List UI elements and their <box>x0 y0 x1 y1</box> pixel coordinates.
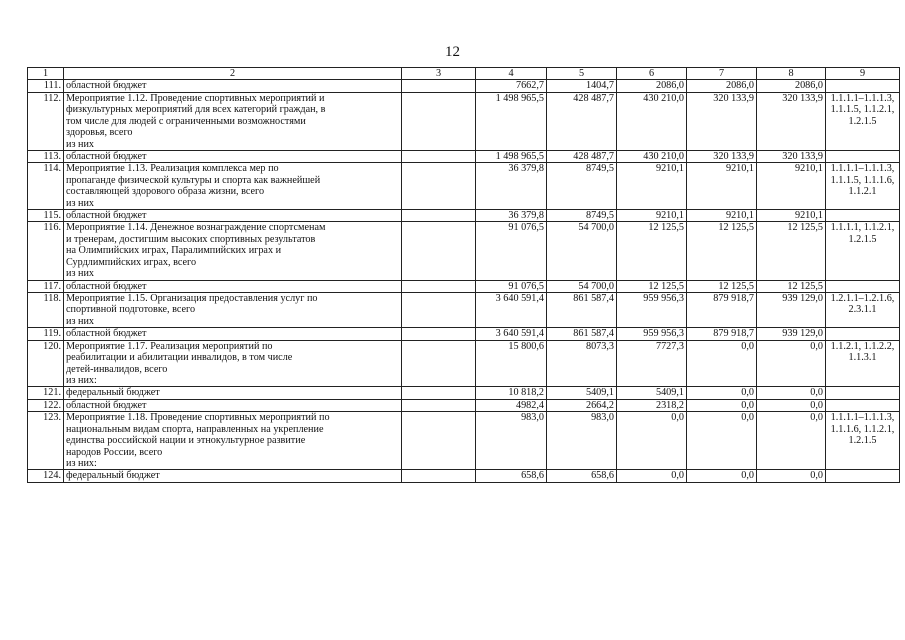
table-row <box>28 399 900 411</box>
amount-cell: 8749,5 <box>547 163 617 210</box>
amount-cell: 0,0 <box>687 470 757 482</box>
amount-cell: 54 700,0 <box>547 280 617 292</box>
description-line: областной бюджет <box>66 80 147 92</box>
row-number: 123. <box>28 412 64 470</box>
reference-line: 1.1.1.5, 1.1.1.6, <box>830 174 895 186</box>
amount-cell: 9210,1 <box>757 163 826 210</box>
table-row <box>28 293 900 328</box>
amount-cell: 0,0 <box>757 340 826 387</box>
amount-cell: 0,0 <box>757 387 826 399</box>
amount-cell: 320 133,9 <box>757 150 826 162</box>
amount-cell: 320 133,9 <box>757 92 826 150</box>
amount-cell: 36 379,8 <box>476 163 547 210</box>
amount-cell: 959 956,3 <box>617 328 687 340</box>
header-cell: 1 <box>28 68 64 80</box>
row-number: 116. <box>28 222 64 280</box>
amount-cell: 36 379,8 <box>476 210 547 222</box>
amount-cell: 2086,0 <box>687 80 757 92</box>
row-description <box>64 150 402 162</box>
reference-cell <box>826 92 900 150</box>
description-line: и тренерам, достигшим высоких спортивных результатов <box>66 233 316 245</box>
reference-cell <box>826 222 900 280</box>
reference-line: 1.1.2.1 <box>848 186 877 198</box>
amount-cell: 959 956,3 <box>617 293 687 328</box>
description-line: на Олимпийских играх, Паралимпийских играх и <box>66 245 282 257</box>
amount-cell: 9210,1 <box>617 210 687 222</box>
column-3-cell <box>402 293 476 328</box>
row-description <box>64 280 402 292</box>
description-line: народов России, всего <box>66 446 163 458</box>
row-description <box>64 328 402 340</box>
amount-cell: 3 640 591,4 <box>476 293 547 328</box>
reference-line: 1.2.1.5 <box>848 435 877 447</box>
amount-cell: 939 129,0 <box>757 293 826 328</box>
amount-cell: 0,0 <box>617 412 687 470</box>
amount-cell: 12 125,5 <box>617 222 687 280</box>
table-row <box>28 412 900 470</box>
description-line: здоровья, всего <box>66 127 133 139</box>
row-number: 112. <box>28 92 64 150</box>
amount-cell: 0,0 <box>757 470 826 482</box>
column-3-cell <box>402 163 476 210</box>
row-description <box>64 412 402 470</box>
amount-cell: 15 800,6 <box>476 340 547 387</box>
amount-cell: 9210,1 <box>687 163 757 210</box>
reference-cell <box>826 399 900 411</box>
row-description <box>64 222 402 280</box>
amount-cell: 428 487,7 <box>547 150 617 162</box>
header-row <box>28 68 900 80</box>
header-cell: 4 <box>476 68 547 80</box>
description-line: том числе для людей с ограниченными возможностями <box>66 115 306 127</box>
reference-line: 1.1.1.1–1.1.1.3, <box>830 412 895 424</box>
description-line: федеральный бюджет <box>66 387 160 399</box>
amount-cell: 430 210,0 <box>617 150 687 162</box>
reference-cell <box>826 163 900 210</box>
row-description <box>64 387 402 399</box>
reference-line: 1.1.3.1 <box>848 352 877 364</box>
amount-cell: 54 700,0 <box>547 222 617 280</box>
amount-cell: 9210,1 <box>617 163 687 210</box>
reference-line: 1.1.1.1, 1.1.2.1, <box>830 222 895 234</box>
header-cell: 8 <box>757 68 826 80</box>
table-row <box>28 222 900 280</box>
column-3-cell <box>402 150 476 162</box>
description-line: пропаганде физической культуры и спорта как важнейшей <box>66 174 321 186</box>
column-3-cell <box>402 340 476 387</box>
row-description <box>64 92 402 150</box>
description-line: национальным видам спорта, направленных на укрепление <box>66 423 324 435</box>
amount-cell: 12 125,5 <box>757 280 826 292</box>
amount-cell: 2318,2 <box>617 399 687 411</box>
amount-cell: 12 125,5 <box>687 222 757 280</box>
amount-cell: 10 818,2 <box>476 387 547 399</box>
reference-line: 1.1.1.6, 1.1.2.1, <box>830 423 895 435</box>
description-line: областной бюджет <box>66 328 147 340</box>
amount-cell: 8073,3 <box>547 340 617 387</box>
table-row <box>28 340 900 387</box>
amount-cell: 658,6 <box>476 470 547 482</box>
column-3-cell <box>402 92 476 150</box>
reference-line: 1.2.1.5 <box>848 115 877 127</box>
reference-cell <box>826 340 900 387</box>
table-row <box>28 150 900 162</box>
row-description <box>64 293 402 328</box>
row-description <box>64 340 402 387</box>
reference-line: 1.2.1.5 <box>848 233 877 245</box>
column-3-cell <box>402 222 476 280</box>
amount-cell: 430 210,0 <box>617 92 687 150</box>
amount-cell: 5409,1 <box>617 387 687 399</box>
column-3-cell <box>402 470 476 482</box>
reference-line: 1.1.1.5, 1.1.2.1, <box>830 104 895 116</box>
amount-cell: 2664,2 <box>547 399 617 411</box>
row-number: 121. <box>28 387 64 399</box>
amount-cell: 12 125,5 <box>617 280 687 292</box>
column-3-cell <box>402 387 476 399</box>
row-number: 119. <box>28 328 64 340</box>
column-3-cell <box>402 210 476 222</box>
description-line: областной бюджет <box>66 210 147 222</box>
description-line: Мероприятие 1.14. Денежное вознаграждение спортсменам <box>66 222 326 234</box>
row-number: 113. <box>28 150 64 162</box>
amount-cell: 658,6 <box>547 470 617 482</box>
amount-cell: 1 498 965,5 <box>476 92 547 150</box>
amount-cell: 12 125,5 <box>687 280 757 292</box>
description-line: Мероприятие 1.15. Организация предоставления услуг по <box>66 293 318 305</box>
row-description <box>64 399 402 411</box>
header-cell: 6 <box>617 68 687 80</box>
amount-cell: 879 918,7 <box>687 328 757 340</box>
description-line: физкультурных мероприятий для всех категорий граждан, в <box>66 104 326 116</box>
amount-cell: 320 133,9 <box>687 92 757 150</box>
description-line: единства российской нации и этнокультурное развитие <box>66 435 306 447</box>
description-line: областной бюджет <box>66 150 147 162</box>
description-line: Сурдлимпийских играх, всего <box>66 256 197 268</box>
amount-cell: 91 076,5 <box>476 280 547 292</box>
header-cell: 9 <box>826 68 900 80</box>
description-line: из них: <box>66 457 97 469</box>
description-line: из них <box>66 315 95 327</box>
description-line: Мероприятие 1.17. Реализация мероприятий по <box>66 340 273 352</box>
amount-cell: 8749,5 <box>547 210 617 222</box>
amount-cell: 939 129,0 <box>757 328 826 340</box>
amount-cell: 861 587,4 <box>547 328 617 340</box>
description-line: федеральный бюджет <box>66 470 160 482</box>
description-line: спортивной подготовке, всего <box>66 304 196 316</box>
column-3-cell <box>402 412 476 470</box>
description-line: Мероприятие 1.18. Проведение спортивных мероприятий по <box>66 412 330 424</box>
amount-cell: 1 498 965,5 <box>476 150 547 162</box>
row-number: 118. <box>28 293 64 328</box>
row-description <box>64 210 402 222</box>
amount-cell: 2086,0 <box>757 80 826 92</box>
description-line: детей-инвалидов, всего <box>66 363 168 375</box>
column-3-cell <box>402 280 476 292</box>
description-line: областной бюджет <box>66 399 147 411</box>
description-line: из них <box>66 268 95 280</box>
amount-cell: 861 587,4 <box>547 293 617 328</box>
row-description <box>64 470 402 482</box>
table-row <box>28 163 900 210</box>
amount-cell: 1404,7 <box>547 80 617 92</box>
column-3-cell <box>402 328 476 340</box>
reference-cell <box>826 80 900 92</box>
column-3-cell <box>402 399 476 411</box>
table-row <box>28 470 900 482</box>
table-row <box>28 92 900 150</box>
table-body <box>28 68 900 483</box>
table-row <box>28 387 900 399</box>
amount-cell: 983,0 <box>547 412 617 470</box>
description-line: составляющей здорового образа жизни, всего <box>66 186 265 198</box>
amount-cell: 0,0 <box>687 412 757 470</box>
table-row <box>28 210 900 222</box>
amount-cell: 0,0 <box>757 412 826 470</box>
amount-cell: 0,0 <box>757 399 826 411</box>
amount-cell: 7727,3 <box>617 340 687 387</box>
row-description <box>64 80 402 92</box>
table-row <box>28 328 900 340</box>
row-number: 117. <box>28 280 64 292</box>
header-cell: 5 <box>547 68 617 80</box>
description-line: областной бюджет <box>66 280 147 292</box>
reference-cell <box>826 412 900 470</box>
reference-cell <box>826 470 900 482</box>
reference-cell <box>826 210 900 222</box>
row-number: 111. <box>28 80 64 92</box>
amount-cell: 320 133,9 <box>687 150 757 162</box>
amount-cell: 0,0 <box>687 340 757 387</box>
amount-cell: 91 076,5 <box>476 222 547 280</box>
column-3-cell <box>402 80 476 92</box>
amount-cell: 983,0 <box>476 412 547 470</box>
reference-line: 1.1.1.1–1.1.1.3, <box>830 163 895 175</box>
header-cell: 2 <box>64 68 402 80</box>
row-number: 124. <box>28 470 64 482</box>
amount-cell: 9210,1 <box>757 210 826 222</box>
row-number: 115. <box>28 210 64 222</box>
description-line: Мероприятие 1.13. Реализация комплекса мер по <box>66 163 279 175</box>
budget-table <box>27 67 900 483</box>
description-line: реабилитации и абилитации инвалидов, в том числе <box>66 352 293 364</box>
amount-cell: 7662,7 <box>476 80 547 92</box>
amount-cell: 0,0 <box>687 387 757 399</box>
table-row <box>28 80 900 92</box>
reference-cell <box>826 293 900 328</box>
description-line: из них <box>66 197 95 209</box>
description-line: из них <box>66 138 95 150</box>
table-row <box>28 280 900 292</box>
amount-cell: 3 640 591,4 <box>476 328 547 340</box>
reference-cell <box>826 328 900 340</box>
amount-cell: 5409,1 <box>547 387 617 399</box>
reference-cell <box>826 387 900 399</box>
amount-cell: 2086,0 <box>617 80 687 92</box>
row-number: 122. <box>28 399 64 411</box>
page-number: 12 <box>445 44 460 60</box>
reference-line: 1.2.1.1–1.2.1.6, <box>830 293 895 305</box>
row-number: 120. <box>28 340 64 387</box>
row-number: 114. <box>28 163 64 210</box>
header-cell: 3 <box>402 68 476 80</box>
amount-cell: 0,0 <box>687 399 757 411</box>
header-cell: 7 <box>687 68 757 80</box>
description-line: из них: <box>66 374 97 386</box>
amount-cell: 12 125,5 <box>757 222 826 280</box>
reference-cell <box>826 150 900 162</box>
reference-line: 2.3.1.1 <box>848 304 877 316</box>
amount-cell: 428 487,7 <box>547 92 617 150</box>
description-line: Мероприятие 1.12. Проведение спортивных мероприятий и <box>66 92 325 104</box>
amount-cell: 879 918,7 <box>687 293 757 328</box>
amount-cell: 4982,4 <box>476 399 547 411</box>
amount-cell: 0,0 <box>617 470 687 482</box>
reference-line: 1.1.1.1–1.1.1.3, <box>830 92 895 104</box>
reference-cell <box>826 280 900 292</box>
reference-line: 1.1.2.1, 1.1.2.2, <box>830 340 895 352</box>
amount-cell: 9210,1 <box>687 210 757 222</box>
row-description <box>64 163 402 210</box>
